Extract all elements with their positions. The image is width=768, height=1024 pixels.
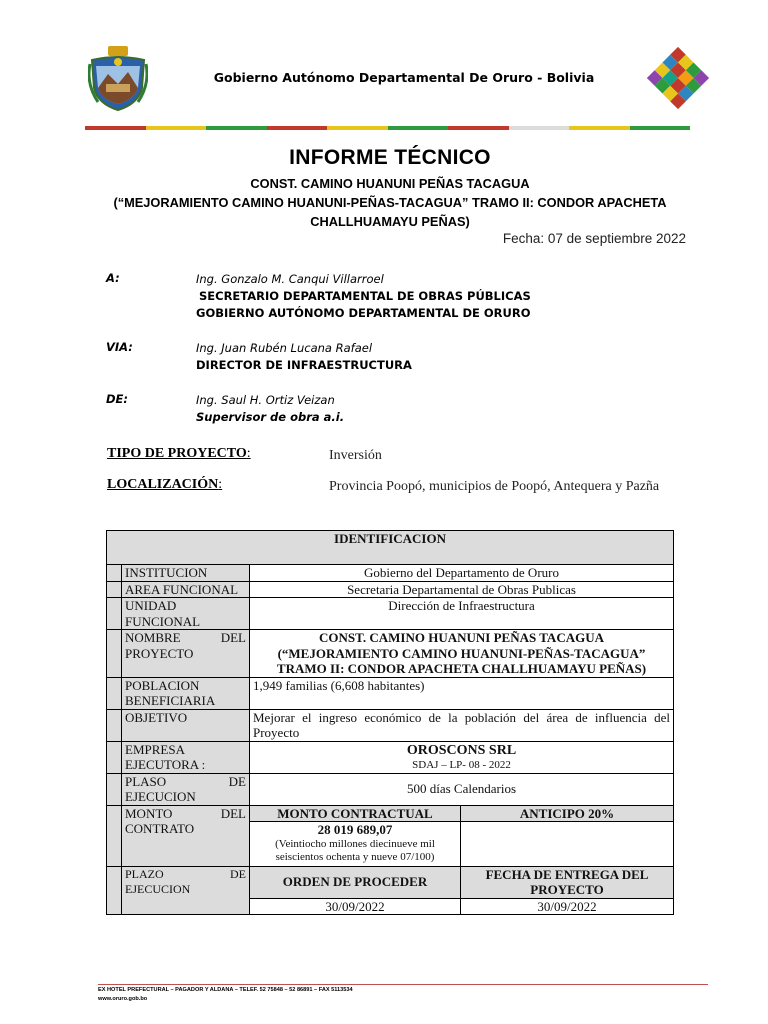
- color-segment: [630, 126, 691, 130]
- table-row: [107, 866, 674, 898]
- fecha-entrega-header: FECHA DE ENTREGA DEL PROYECTO: [461, 866, 674, 898]
- addressee-de-name: Ing. Saul H. Ortiz Veizan: [196, 393, 335, 407]
- location-label: LOCALIZACIÓN:: [107, 477, 223, 492]
- addressee-via-title: DIRECTOR DE INFRAESTRUCTURA: [196, 358, 412, 372]
- table-row: [107, 598, 674, 630]
- color-segment: [85, 126, 146, 130]
- subtitle-line-2: (“MEJORAMIENTO CAMINO HUANUNI-PEÑAS-TACAGUA” TRAMO II: CONDOR APACHETA CHALLHUAMAYU PEÑAS): [113, 195, 667, 229]
- footer-divider: [98, 984, 708, 985]
- poblacion-value: 1,949 familias (6,608 habitantes): [250, 677, 674, 709]
- plaso-label: PLASO DE EJECUCION: [122, 773, 250, 805]
- table-heading: IDENTIFICACION: [107, 531, 674, 565]
- project-subtitle: [100, 174, 680, 231]
- footer-address: EX HOTEL PREFECTURAL – PAGADOR Y ALDANA – TELEF. 52 75848 – 52 86891 – FAX 5113534: [98, 987, 353, 993]
- poblacion-label: POBLACION BENEFICIARIA: [122, 677, 250, 709]
- nombre-proyecto-label: NOMBRE DEL PROYECTO: [122, 630, 250, 678]
- monto-label: MONTO DEL CONTRATO: [122, 805, 250, 866]
- project-type-label: TIPO DE PROYECTO:: [107, 446, 251, 461]
- addressee-de-label: DE:: [106, 392, 129, 406]
- area-funcional-value: Secretaria Departamental de Obras Publicas: [250, 581, 674, 598]
- color-segment: [448, 126, 509, 130]
- fecha-entrega-date: 30/09/2022: [461, 898, 674, 915]
- table-row: [107, 773, 674, 805]
- institucion-value: Gobierno del Departamento de Oruro: [250, 565, 674, 582]
- nombre-proyecto-value: CONST. CAMINO HUANUNI PEÑAS TACAGUA (“MEJORAMIENTO CAMINO HUANUNI-PEÑAS-TACAGUA” TRAMO II: CONDOR APACHETA CHALLHUAMAYU PEÑAS): [250, 630, 674, 678]
- color-segment: [146, 126, 207, 130]
- identification-table: [106, 530, 674, 915]
- addressee-a-label: A:: [106, 271, 120, 285]
- report-date: Fecha: 07 de septiembre 2022: [502, 231, 686, 246]
- table-row: [107, 581, 674, 598]
- plazo-label: PLAZO DE EJECUCION: [122, 866, 250, 915]
- report-title: INFORME TÉCNICO: [289, 146, 491, 169]
- unidad-funcional-value: Dirección de Infraestructura: [250, 598, 674, 630]
- table-row: [107, 805, 674, 822]
- table-row: [107, 677, 674, 709]
- addressee-via-name: Ing. Juan Rubén Lucana Rafael: [196, 341, 373, 355]
- empresa-label: EMPRESA EJECUTORA :: [122, 741, 250, 773]
- table-row: [107, 565, 674, 582]
- subtitle-line-1: CONST. CAMINO HUANUNI PEÑAS TACAGUA: [250, 176, 530, 191]
- addressee-via-label: VIA:: [106, 340, 133, 354]
- area-funcional-label: AREA FUNCIONAL: [122, 581, 250, 598]
- color-segment: [327, 126, 388, 130]
- tricolor-divider: [85, 126, 690, 130]
- anticipo-value: [461, 822, 674, 867]
- government-name: Gobierno Autónomo Departamental De Oruro - Bolivia: [213, 70, 595, 85]
- project-type-value: Inversión: [329, 448, 382, 463]
- institucion-label: INSTITUCION: [122, 565, 250, 582]
- color-segment: [267, 126, 328, 130]
- addressee-de-title: Supervisor de obra a.i.: [196, 410, 345, 424]
- anticipo-header: ANTICIPO 20%: [461, 805, 674, 822]
- location-value: Provincia Poopó, municipios de Poopó, Antequera y Pazña: [329, 479, 660, 494]
- plaso-value: 500 días Calendarios: [250, 773, 674, 805]
- table-row: [107, 709, 674, 741]
- color-segment: [388, 126, 449, 130]
- table-row: [107, 630, 674, 678]
- department-emblem-logo: [645, 44, 711, 112]
- footer: [98, 986, 353, 1004]
- orden-proceder-date: 30/09/2022: [250, 898, 461, 915]
- monto-contractual-header: MONTO CONTRACTUAL: [250, 805, 461, 822]
- addressee-a-title2: GOBIERNO AUTÓNOMO DEPARTAMENTAL DE ORURO: [196, 306, 531, 320]
- objetivo-value: Mejorar el ingreso económico de la población del área de influencia del Proyecto: [250, 709, 674, 741]
- addressee-a-name: Ing. Gonzalo M. Canqui Villarroel: [196, 272, 384, 286]
- monto-value: 28 019 689,07 (Veintiocho millones diecinueve mil seiscientos ochenta y nueve 07/100): [250, 822, 461, 867]
- orden-proceder-header: ORDEN DE PROCEDER: [250, 866, 461, 898]
- addressee-a-title1: SECRETARIO DEPARTAMENTAL DE OBRAS PÚBLICAS: [199, 289, 531, 303]
- color-segment: [206, 126, 267, 130]
- table-row: [107, 741, 674, 773]
- unidad-funcional-label: UNIDAD FUNCIONAL: [122, 598, 250, 630]
- color-segment: [509, 126, 570, 130]
- objetivo-label: OBJETIVO: [122, 709, 250, 741]
- empresa-value: OROSCONS SRL SDAJ – LP- 08 - 2022: [250, 741, 674, 773]
- color-segment: [569, 126, 630, 130]
- footer-website: www.oruro.gob.bo: [98, 996, 148, 1002]
